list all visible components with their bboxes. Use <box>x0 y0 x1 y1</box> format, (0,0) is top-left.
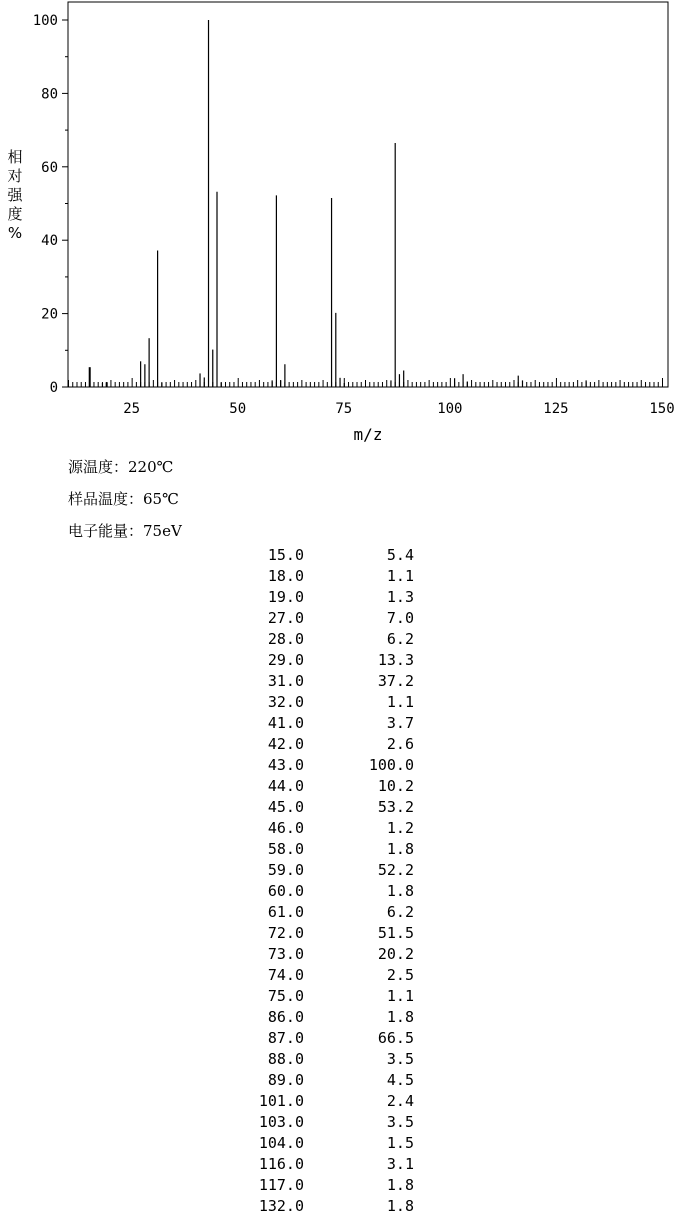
y-tick-label: 80 <box>41 86 58 103</box>
peak-intensity: 2.6 <box>386 735 414 753</box>
peak-mz: 103.0 <box>258 1113 304 1131</box>
peak-mz: 15.0 <box>267 546 304 564</box>
peak-mz: 29.0 <box>267 651 304 669</box>
peak-mz: 104.0 <box>258 1134 304 1152</box>
table-row <box>0 776 680 797</box>
table-row <box>0 818 680 839</box>
peak-mz: 28.0 <box>267 630 304 648</box>
table-row <box>0 839 680 860</box>
peak-mz: 59.0 <box>267 861 304 879</box>
table-row <box>0 1133 680 1154</box>
table-row <box>0 650 680 671</box>
peak-bars <box>90 20 586 387</box>
peak-intensity: 3.1 <box>386 1155 414 1173</box>
peak-mz: 86.0 <box>267 1008 304 1026</box>
table-row <box>0 671 680 692</box>
peak-mz: 32.0 <box>267 693 304 711</box>
electron-energy: 电子能量：75eV <box>68 522 182 540</box>
peak-mz: 31.0 <box>267 672 304 690</box>
x-axis <box>69 378 675 417</box>
x-tick-label: 100 <box>437 401 463 417</box>
peak-mz: 89.0 <box>267 1071 304 1089</box>
peak-intensity: 2.5 <box>386 966 414 984</box>
table-row <box>0 566 680 587</box>
table-row <box>0 1028 680 1049</box>
peak-mz: 87.0 <box>267 1029 304 1047</box>
table-row <box>0 944 680 965</box>
peak-intensity: 1.1 <box>386 567 414 585</box>
peak-mz: 116.0 <box>258 1155 304 1173</box>
peak-intensity: 100.0 <box>368 756 414 774</box>
y-tick-label: 60 <box>41 159 58 176</box>
peak-intensity: 1.8 <box>386 1197 414 1215</box>
peak-mz: 132.0 <box>258 1197 304 1215</box>
y-tick-label: 40 <box>41 233 58 250</box>
table-row <box>0 1154 680 1175</box>
peak-intensity: 6.2 <box>386 903 414 921</box>
x-axis-label: m/z <box>353 425 383 444</box>
table-row <box>0 881 680 902</box>
peak-mz: 101.0 <box>258 1092 304 1110</box>
peak-intensity: 1.2 <box>386 819 414 837</box>
peak-intensity: 37.2 <box>377 672 414 690</box>
peak-mz: 18.0 <box>267 567 304 585</box>
mass-spectrum-chart <box>0 0 680 450</box>
y-axis <box>33 13 68 396</box>
peak-intensity: 3.7 <box>386 714 414 732</box>
y-tick-label: 0 <box>49 380 58 396</box>
sample-temperature: 样品温度：65℃ <box>68 490 179 508</box>
peak-intensity: 6.2 <box>386 630 414 648</box>
table-row <box>0 692 680 713</box>
peak-mz: 45.0 <box>267 798 304 816</box>
table-row <box>0 1007 680 1028</box>
peak-intensity: 1.8 <box>386 1176 414 1194</box>
table-row <box>0 1049 680 1070</box>
table-row <box>0 797 680 818</box>
peak-intensity: 13.3 <box>377 651 414 669</box>
source-temperature: 源温度：220℃ <box>68 458 174 476</box>
table-row <box>0 986 680 1007</box>
peak-intensity: 3.5 <box>386 1113 414 1131</box>
table-row <box>0 1196 680 1217</box>
peak-mz: 19.0 <box>267 588 304 606</box>
peak-intensity: 66.5 <box>377 1029 414 1047</box>
table-row <box>0 713 680 734</box>
peak-mz: 44.0 <box>267 777 304 795</box>
y-axis-label-char: 强 <box>7 186 23 204</box>
peak-mz: 72.0 <box>267 924 304 942</box>
table-row <box>0 902 680 923</box>
peak-intensity: 1.8 <box>386 840 414 858</box>
y-axis-label-char: % <box>7 224 23 242</box>
peak-intensity: 51.5 <box>377 924 414 942</box>
y-axis-label-char: 相 <box>7 148 23 166</box>
y-axis-label <box>4 148 26 243</box>
y-axis-label-char: 度 <box>7 205 23 223</box>
table-row <box>0 1070 680 1091</box>
x-tick-label: 25 <box>123 401 141 417</box>
peak-intensity: 1.8 <box>386 882 414 900</box>
y-axis-label-char: 对 <box>7 167 23 185</box>
table-row <box>0 545 680 566</box>
peak-intensity: 52.2 <box>377 861 414 879</box>
table-row <box>0 608 680 629</box>
x-tick-label: 150 <box>649 401 675 417</box>
peak-mz: 60.0 <box>267 882 304 900</box>
table-row <box>0 587 680 608</box>
peak-intensity: 5.4 <box>386 546 414 564</box>
peak-intensity: 1.3 <box>386 588 414 606</box>
table-row <box>0 1091 680 1112</box>
table-row <box>0 755 680 776</box>
peak-intensity: 7.0 <box>386 609 414 627</box>
table-row <box>0 629 680 650</box>
table-row <box>0 860 680 881</box>
peak-mz: 117.0 <box>258 1176 304 1194</box>
peak-intensity: 1.1 <box>386 987 414 1005</box>
y-tick-label: 100 <box>32 13 58 29</box>
peak-intensity: 1.1 <box>386 693 414 711</box>
x-tick-label: 75 <box>335 401 353 417</box>
peak-mz: 61.0 <box>267 903 304 921</box>
peak-mz: 27.0 <box>267 609 304 627</box>
peak-mz: 58.0 <box>267 840 304 858</box>
peak-mz: 73.0 <box>267 945 304 963</box>
table-row <box>0 965 680 986</box>
peak-intensity: 10.2 <box>377 777 414 795</box>
peak-intensity: 4.5 <box>386 1071 414 1089</box>
y-tick-label: 20 <box>41 306 58 323</box>
table-row <box>0 923 680 944</box>
peak-intensity: 20.2 <box>377 945 414 963</box>
peak-mz: 88.0 <box>267 1050 304 1068</box>
table-row <box>0 734 680 755</box>
peak-intensity: 53.2 <box>377 798 414 816</box>
peak-table <box>0 545 680 1217</box>
peak-intensity: 1.8 <box>386 1008 414 1026</box>
x-tick-label: 50 <box>229 401 247 417</box>
peak-mz: 74.0 <box>267 966 304 984</box>
table-row <box>0 1175 680 1196</box>
peak-mz: 43.0 <box>267 756 304 774</box>
peak-mz: 41.0 <box>267 714 304 732</box>
table-row <box>0 1112 680 1133</box>
peak-mz: 42.0 <box>267 735 304 753</box>
peak-intensity: 3.5 <box>386 1050 414 1068</box>
peak-mz: 75.0 <box>267 987 304 1005</box>
peak-intensity: 1.5 <box>386 1134 414 1152</box>
x-tick-label: 125 <box>543 401 569 417</box>
peak-intensity: 2.4 <box>386 1092 414 1110</box>
peak-mz: 46.0 <box>267 819 304 837</box>
